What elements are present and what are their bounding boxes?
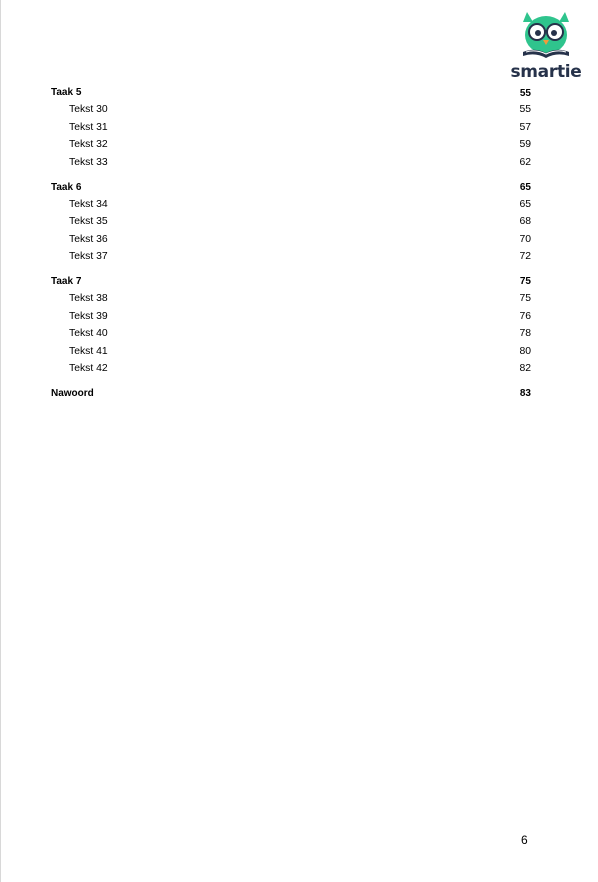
toc-heading-label: Taak 5 bbox=[51, 87, 82, 98]
owl-icon bbox=[515, 8, 577, 62]
toc-item[interactable] bbox=[51, 290, 531, 307]
section-spacer bbox=[51, 171, 531, 179]
smartie-logo bbox=[509, 8, 583, 80]
toc-item-label: Tekst 30 bbox=[69, 104, 108, 116]
toc-page-number: 55 bbox=[519, 104, 531, 116]
toc-item[interactable] bbox=[51, 154, 531, 171]
toc-item[interactable] bbox=[51, 231, 531, 248]
toc-item[interactable] bbox=[51, 308, 531, 325]
toc-item-label: Tekst 31 bbox=[69, 121, 108, 133]
toc-item[interactable] bbox=[51, 119, 531, 136]
toc-item[interactable] bbox=[51, 196, 531, 213]
toc-item[interactable] bbox=[51, 343, 531, 360]
page-number: 6 bbox=[521, 833, 528, 847]
toc-item[interactable] bbox=[51, 101, 531, 118]
toc-item[interactable] bbox=[51, 248, 531, 265]
toc-heading-label: Taak 7 bbox=[51, 276, 82, 288]
toc-item-label: Tekst 40 bbox=[69, 328, 108, 340]
table-of-contents bbox=[51, 84, 531, 402]
toc-page-number: 70 bbox=[519, 233, 531, 245]
toc-heading[interactable] bbox=[51, 273, 531, 290]
toc-page-number: 75 bbox=[519, 276, 531, 288]
toc-page-number: 78 bbox=[519, 328, 531, 340]
toc-heading-label: Taak 6 bbox=[51, 181, 82, 193]
toc-page-number: 59 bbox=[519, 139, 531, 151]
section-spacer bbox=[51, 266, 531, 274]
toc-item[interactable] bbox=[51, 325, 531, 342]
toc-item-label: Tekst 34 bbox=[69, 198, 108, 210]
toc-page-number: 55 bbox=[519, 89, 531, 96]
toc-heading[interactable] bbox=[51, 385, 531, 402]
toc-page-number: 65 bbox=[519, 181, 531, 193]
toc-page-number: 57 bbox=[519, 121, 531, 133]
toc-item-label: Tekst 39 bbox=[69, 310, 108, 322]
toc-item[interactable] bbox=[51, 136, 531, 153]
section-spacer bbox=[51, 377, 531, 385]
logo-wordmark: smartie bbox=[510, 62, 582, 82]
toc-page-number: 62 bbox=[519, 156, 531, 168]
toc-item-label: Tekst 41 bbox=[69, 345, 108, 357]
toc-heading[interactable] bbox=[51, 179, 531, 196]
toc-page-number: 82 bbox=[519, 363, 531, 375]
toc-page-number: 72 bbox=[519, 251, 531, 263]
toc-item-label: Tekst 42 bbox=[69, 363, 108, 375]
toc-item-label: Tekst 32 bbox=[69, 139, 108, 151]
toc-heading-label: Nawoord bbox=[51, 388, 94, 400]
toc-page-number: 68 bbox=[519, 216, 531, 228]
toc-page-number: 80 bbox=[519, 345, 531, 357]
toc-item-label: Tekst 37 bbox=[69, 251, 108, 263]
toc-item-label: Tekst 33 bbox=[69, 156, 108, 168]
toc-item[interactable] bbox=[51, 213, 531, 230]
toc-page-number: 76 bbox=[519, 310, 531, 322]
toc-page-number: 83 bbox=[519, 388, 531, 400]
toc-item[interactable] bbox=[51, 360, 531, 377]
toc-page-number: 75 bbox=[519, 293, 531, 305]
toc-page-number: 65 bbox=[519, 198, 531, 210]
toc-heading[interactable] bbox=[51, 84, 531, 101]
toc-item-label: Tekst 35 bbox=[69, 216, 108, 228]
toc-item-label: Tekst 38 bbox=[69, 293, 108, 305]
toc-item-label: Tekst 36 bbox=[69, 233, 108, 245]
